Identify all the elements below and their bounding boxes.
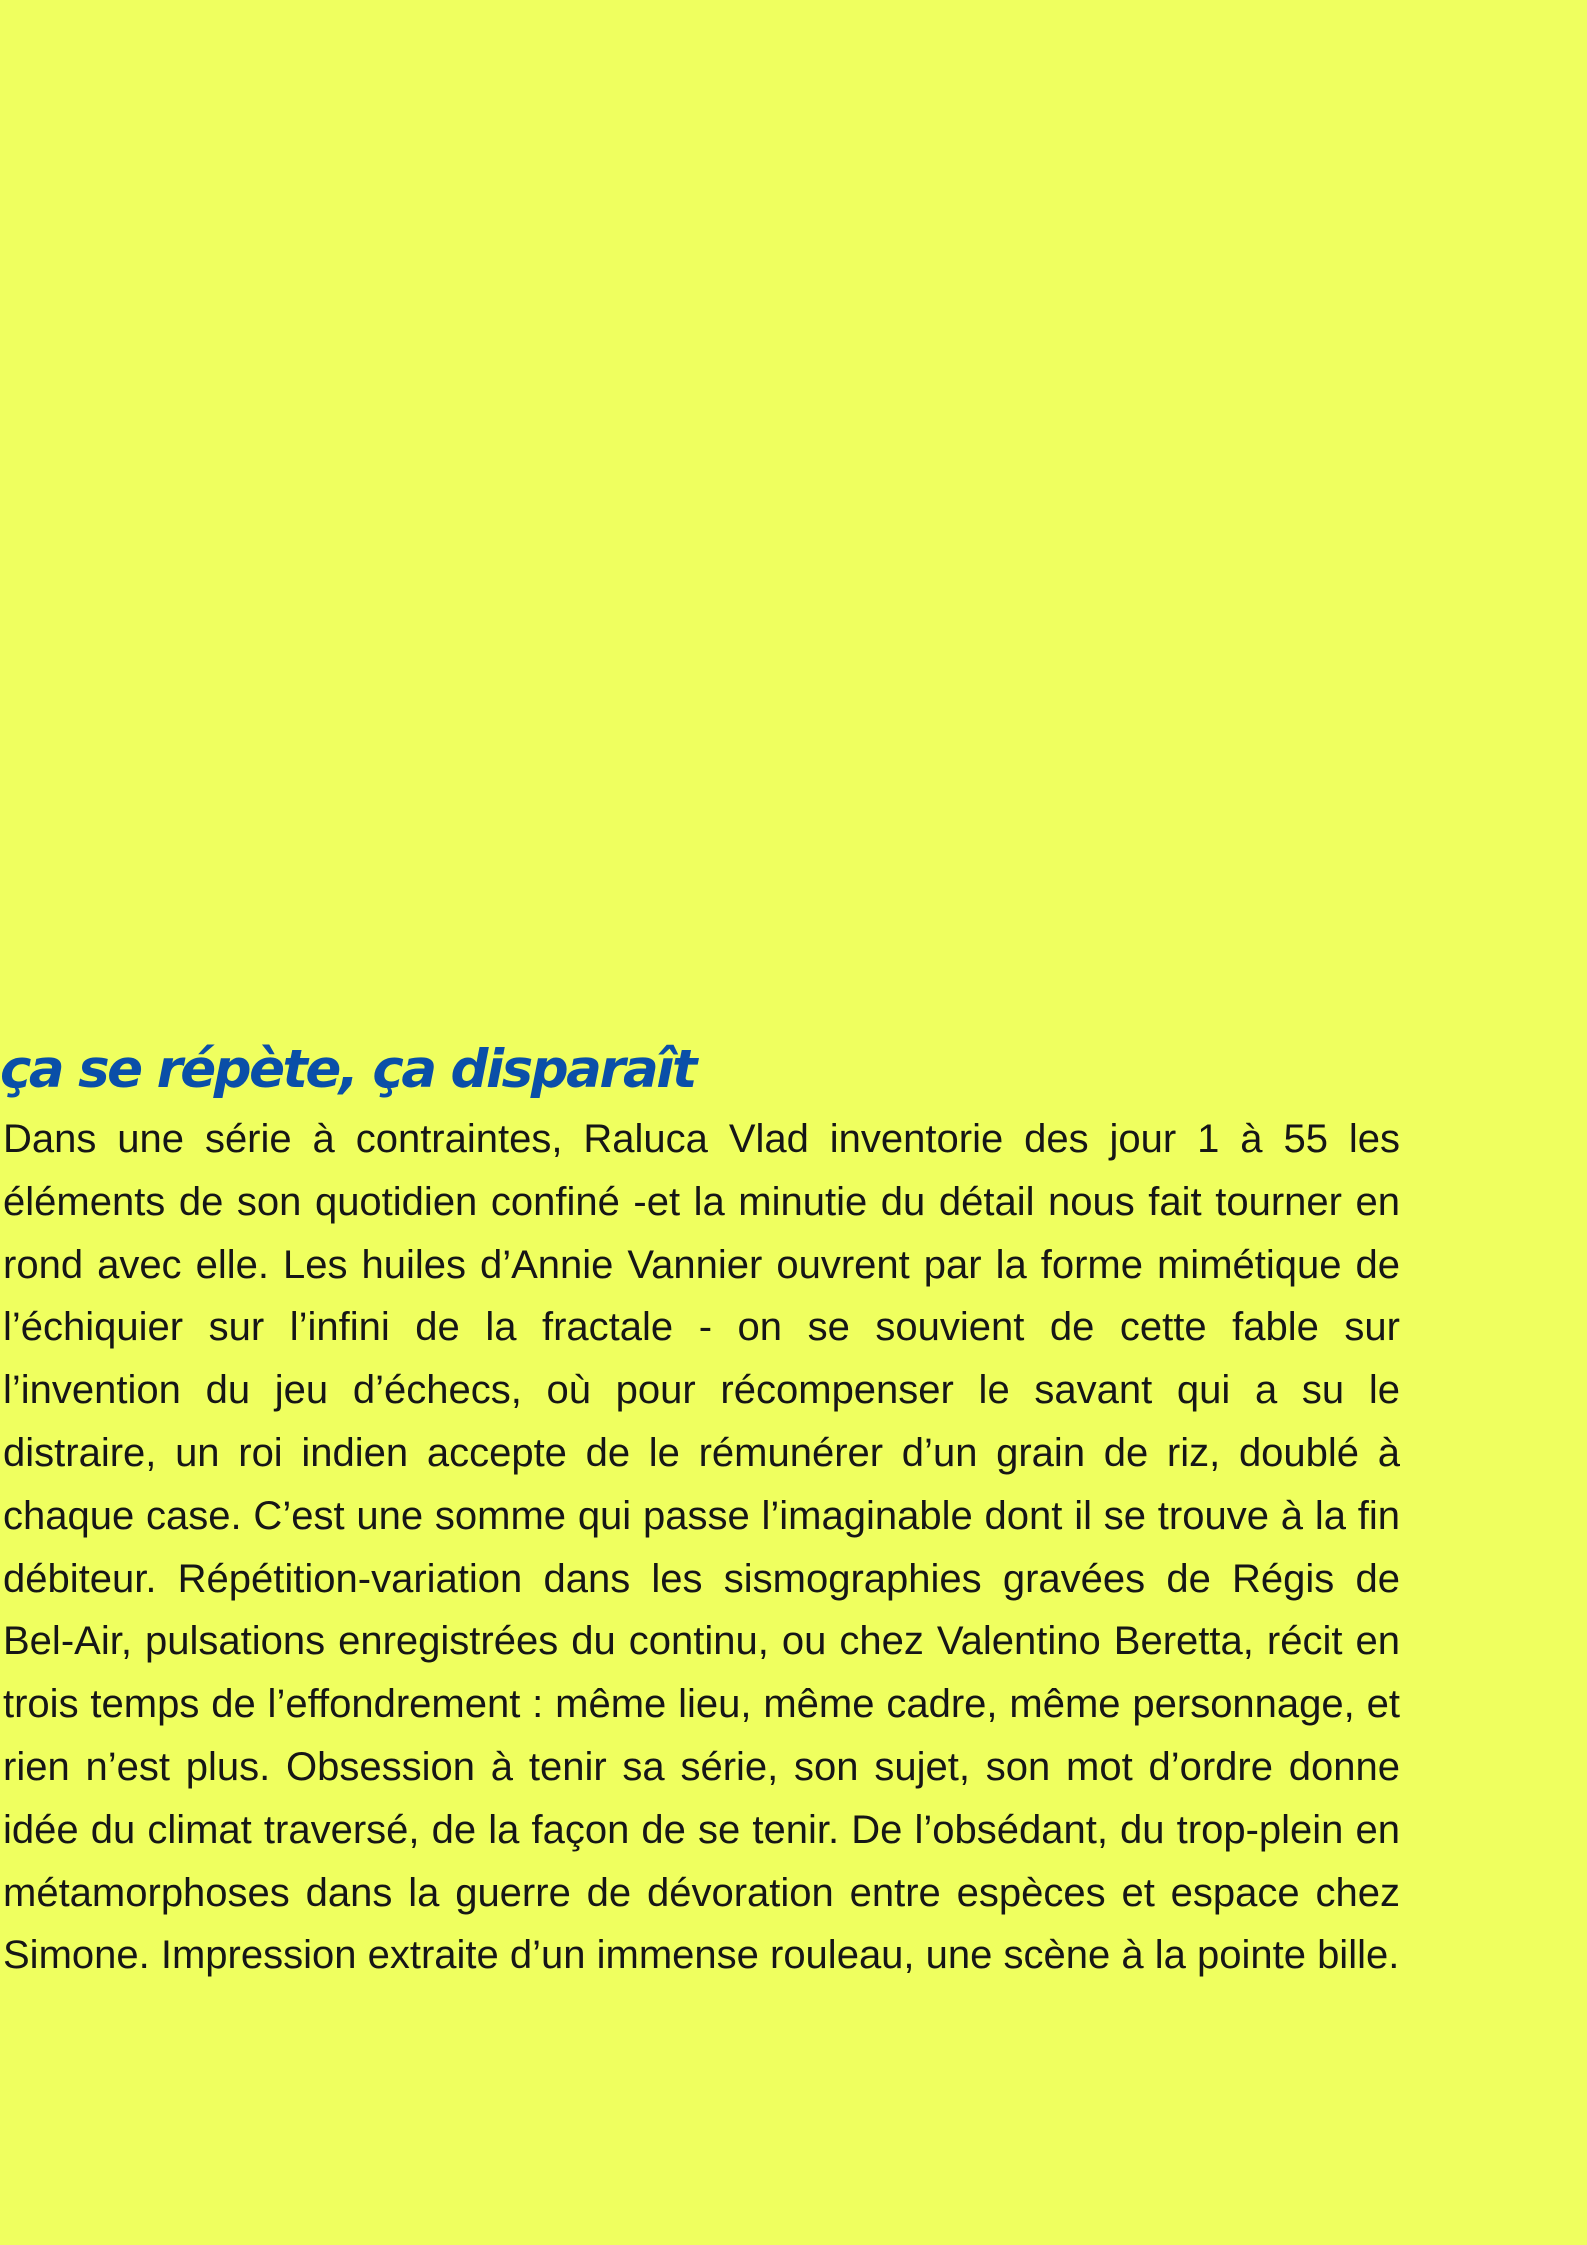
article-body: Dans une série à contraintes, Raluca Vlad inventorie des jour 1 à 55 les éléments de son quotidien confiné -et la minutie du détail nous fait tourner en rond avec elle. Les huiles d’Annie Vannier ouvrent par la forme mimétique de l’échiquier sur l’infini de la fractale - on se souvient de cette fable sur l’invention du jeu d’échecs, où pour récompenser le savant qui a su le distraire, un roi indien accepte de le rémunérer d’un grain de riz, doublé à chaque case. C’est une somme qui passe l’imaginable dont il se trouve à la fin débiteur. Répétition-variation dans les sismographies gravées de Régis de Bel-Air, pulsations enregistrées du continu, ou chez Valentino Beretta, récit en trois temps de l’effondrement : même lieu, même cadre, même personnage, et rien n’est plus. Obsession à tenir sa série, son sujet, son mot d’ordre donne idée du climat traversé, de la façon de se tenir. De l’obsédant, du trop-plein en métamorphoses dans la guerre de dévoration entre espèces et espace chez Simone. Impression extraite d’un immense rouleau, une scène à la pointe bille.: [3, 1117, 1400, 1978]
article: [0, 1032, 1400, 1987]
article-title: ça se répète, ça disparaît: [0, 1039, 695, 1100]
